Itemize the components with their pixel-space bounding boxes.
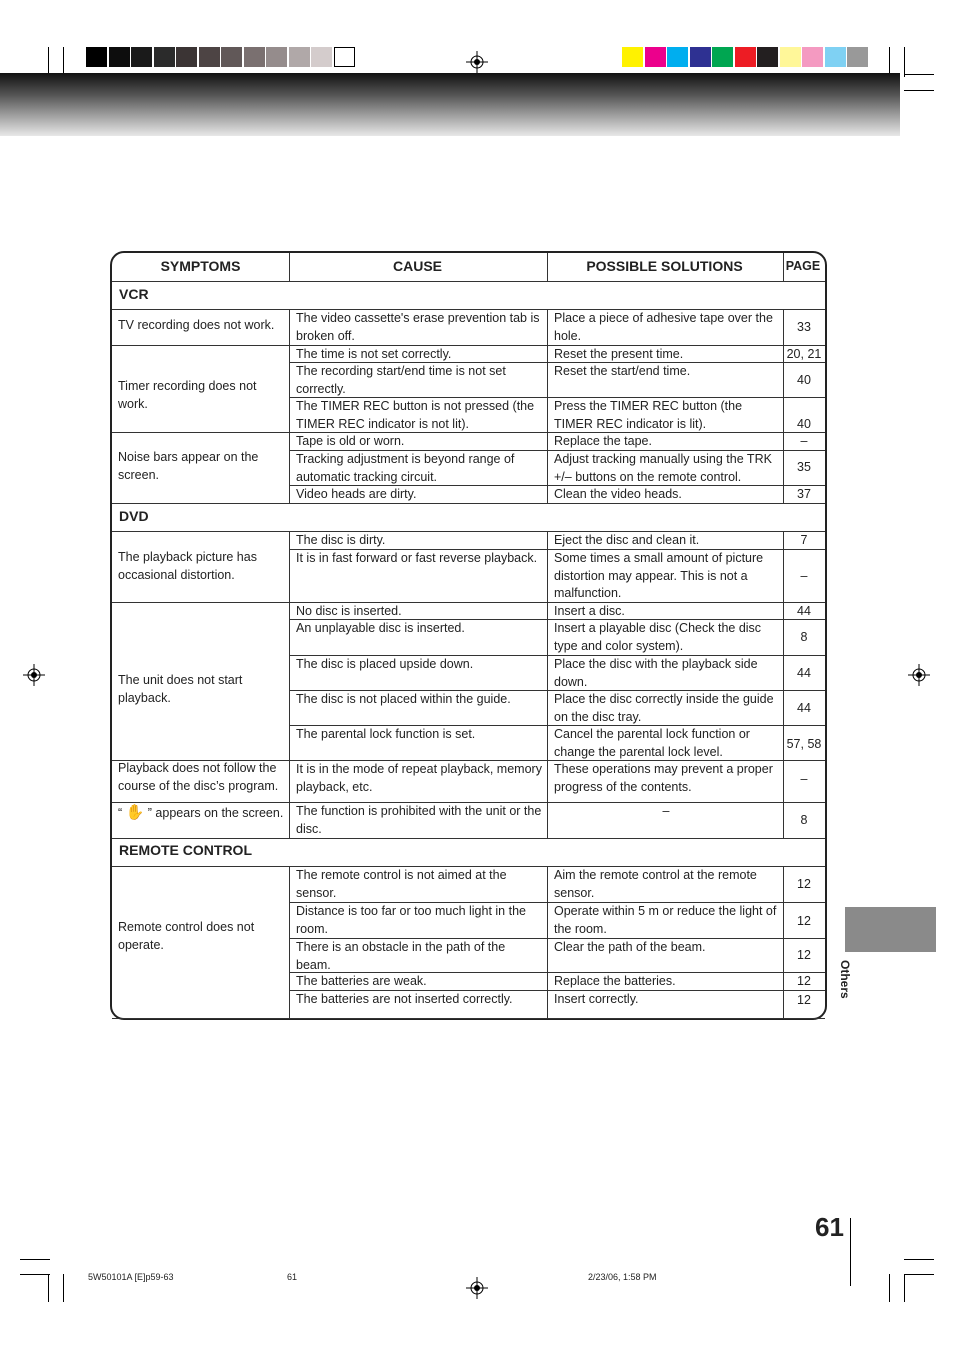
- table-cell-page: 12: [797, 948, 811, 962]
- table-cell-page: 8: [800, 630, 808, 644]
- table-cell-page: 20, 21: [786, 347, 822, 361]
- color-swatch: [757, 47, 778, 67]
- table-cell-solution: Aim the remote control at the remote sensor.: [554, 868, 757, 900]
- color-swatch: [311, 47, 332, 67]
- table-cell-solution: Clear the path of the beam.: [554, 940, 706, 954]
- column-divider: [289, 866, 290, 1018]
- row-divider: [112, 602, 289, 603]
- table-cell-cause: No disc is inserted.: [296, 604, 402, 618]
- color-swatch: [221, 47, 242, 67]
- crop-mark: [904, 1259, 934, 1260]
- table-cell-cause: Video heads are dirty.: [296, 487, 417, 501]
- table-cell-symptom: Timer recording does not work.: [118, 379, 257, 411]
- table-cell-solution: Place the disc with the playback side down.: [554, 657, 758, 689]
- table-cell-page: –: [800, 434, 808, 448]
- header-page: PAGE: [785, 259, 821, 273]
- table-cell-symptom: The unit does not start playback.: [118, 673, 243, 705]
- table-cell-page: 44: [797, 701, 811, 715]
- table-cell-solution: These operations may prevent a proper progress of the contents.: [554, 762, 773, 794]
- header-cause: CAUSE: [392, 258, 442, 274]
- color-swatch: [735, 47, 756, 67]
- table-cell-cause: The disc is dirty.: [296, 533, 386, 547]
- footer-page: 61: [287, 1272, 298, 1282]
- table-cell-cause: Distance is too far or too much light in the room.: [296, 904, 526, 936]
- section-title-remote: REMOTE CONTROL: [119, 842, 252, 858]
- table-cell-cause: It is in fast forward or fast reverse playback.: [296, 551, 538, 565]
- crop-mark: [63, 1274, 64, 1302]
- header-solutions: POSSIBLE SOLUTIONS: [586, 258, 743, 274]
- row-divider: [289, 1018, 825, 1019]
- table-cell-page: 44: [797, 604, 811, 618]
- table-cell-solution: Reset the start/end time.: [554, 364, 691, 378]
- table-cell-solution: Adjust tracking manually using the TRK +/– buttons on the remote control.: [554, 452, 772, 484]
- row-divider: [112, 281, 825, 282]
- gray-swatch-strip: [86, 47, 356, 67]
- table-cell-solution: Insert a playable disc (Check the disc type and color system).: [554, 621, 762, 653]
- registration-mark-icon: [908, 664, 930, 686]
- hand-icon: ✋: [125, 804, 145, 821]
- color-swatch: [244, 47, 265, 67]
- row-divider: [112, 1018, 289, 1019]
- table-cell-page: 8: [800, 813, 808, 827]
- color-swatch: [109, 47, 130, 67]
- registration-mark-icon: [23, 664, 45, 686]
- table-cell-page: 12: [797, 877, 811, 891]
- table-cell-page: 57, 58: [786, 737, 822, 751]
- table-cell-solution: Some times a small amount of picture distortion may appear. This is not a malfunction.: [554, 551, 764, 600]
- column-divider: [547, 866, 548, 1018]
- table-cell-symptom: “ ✋ ” appears on the screen.: [118, 804, 284, 821]
- column-divider: [547, 531, 548, 838]
- crop-mark: [904, 90, 934, 91]
- color-swatch: [712, 47, 733, 67]
- table-cell-solution: Replace the batteries.: [554, 974, 676, 988]
- row-divider: [112, 345, 289, 346]
- table-cell-cause: The video cassette's erase prevention tab is broken off.: [296, 311, 540, 343]
- table-cell-symptom: Noise bars appear on the screen.: [118, 450, 259, 482]
- table-cell-page: 40: [797, 373, 811, 387]
- color-swatch: [154, 47, 175, 67]
- row-divider: [112, 432, 289, 433]
- color-swatch: [199, 47, 220, 67]
- section-title-vcr: VCR: [119, 286, 149, 302]
- color-swatch-strip: [622, 47, 870, 67]
- crop-mark: [889, 1274, 890, 1302]
- table-cell-symptom: Playback does not follow the course of the disc’s program.: [118, 761, 279, 793]
- crop-mark: [904, 1274, 934, 1275]
- table-cell-solution: Insert a disc.: [554, 604, 625, 618]
- color-swatch: [86, 47, 107, 67]
- header-gradient-bar: [0, 73, 900, 136]
- side-tab-label: Others: [838, 960, 852, 999]
- table-cell-solution: Cancel the parental lock function or change the parental lock level.: [554, 727, 750, 759]
- table-cell-page: –: [800, 569, 808, 583]
- table-cell-symptom: The playback picture has occasional distortion.: [118, 550, 257, 582]
- color-swatch: [334, 47, 355, 67]
- table-cell-page: 44: [797, 666, 811, 680]
- table-cell-page: –: [800, 772, 808, 786]
- column-divider: [289, 531, 290, 838]
- crop-mark: [904, 74, 934, 75]
- color-swatch: [690, 47, 711, 67]
- table-cell-cause: There is an obstacle in the path of the beam.: [296, 940, 506, 972]
- table-cell-page: 37: [797, 487, 811, 501]
- row-divider: [112, 503, 289, 504]
- color-swatch: [176, 47, 197, 67]
- table-cell-page: 35: [797, 460, 811, 474]
- column-divider: [289, 309, 290, 503]
- footer-datetime: 2/23/06, 1:58 PM: [588, 1272, 657, 1282]
- header-symptoms: SYMPTOMS: [160, 258, 241, 274]
- table-cell-page: 7: [800, 533, 808, 547]
- table-cell-cause: The function is prohibited with the unit or the disc.: [296, 804, 542, 836]
- color-swatch: [802, 47, 823, 67]
- color-swatch: [667, 47, 688, 67]
- color-swatch: [131, 47, 152, 67]
- table-cell-cause: The TIMER REC button is not pressed (the TIMER REC indicator is not lit).: [296, 399, 535, 431]
- row-divider: [112, 838, 289, 839]
- table-cell-page: 12: [797, 914, 811, 928]
- table-cell-cause: The disc is not placed within the guide.: [296, 692, 511, 706]
- table-cell-solution: –: [662, 804, 670, 818]
- table-cell-cause: An unplayable disc is inserted.: [296, 621, 465, 635]
- crop-mark: [904, 47, 905, 77]
- side-tab: [845, 907, 936, 952]
- table-cell-solution: Operate within 5 m or reduce the light of the room.: [554, 904, 777, 936]
- row-divider: [289, 838, 825, 839]
- table-cell-cause: The batteries are weak.: [296, 974, 427, 988]
- table-cell-solution: Press the TIMER REC button (the TIMER REC indicator is lit).: [554, 399, 743, 431]
- table-cell-page: 40: [797, 417, 811, 431]
- registration-mark-icon: [466, 51, 488, 73]
- color-swatch: [825, 47, 846, 67]
- column-divider: [547, 309, 548, 503]
- registration-mark-icon: [466, 1277, 488, 1299]
- table-cell-cause: Tracking adjustment is beyond range of automatic tracking circuit.: [296, 452, 515, 484]
- crop-mark: [20, 1259, 50, 1260]
- table-cell-cause: The batteries are not inserted correctly.: [296, 992, 513, 1006]
- color-swatch: [266, 47, 287, 67]
- row-divider: [112, 802, 289, 803]
- table-cell-solution: Reset the present time.: [554, 347, 684, 361]
- table-cell-cause: Tape is old or worn.: [296, 434, 405, 448]
- crop-mark: [904, 1274, 905, 1302]
- footer-code: 5W50101A [E]p59-63: [88, 1272, 174, 1282]
- table-cell-solution: Insert correctly.: [554, 992, 639, 1006]
- table-cell-cause: The remote control is not aimed at the sensor.: [296, 868, 507, 900]
- table-cell-page: 12: [797, 974, 811, 988]
- color-swatch: [847, 47, 868, 67]
- table-cell-cause: The recording start/end time is not set correctly.: [296, 364, 506, 396]
- table-cell-cause: The parental lock function is set.: [296, 727, 476, 741]
- table-cell-solution: Place a piece of adhesive tape over the hole.: [554, 311, 773, 343]
- table-cell-symptom: Remote control does not operate.: [118, 920, 255, 952]
- color-swatch: [289, 47, 310, 67]
- table-cell-cause: The disc is placed upside down.: [296, 657, 474, 671]
- crop-mark: [48, 1274, 49, 1302]
- section-title-dvd: DVD: [119, 508, 149, 524]
- table-cell-solution: Place the disc correctly inside the guide on the disc tray.: [554, 692, 774, 724]
- color-swatch: [622, 47, 643, 67]
- table-cell-page: 12: [797, 993, 811, 1007]
- table-cell-cause: It is in the mode of repeat playback, memory playback, etc.: [296, 762, 542, 794]
- table-cell-solution: Clean the video heads.: [554, 487, 682, 501]
- color-swatch: [780, 47, 801, 67]
- table-cell-cause: The time is not set correctly.: [296, 347, 452, 361]
- crop-mark: [20, 1274, 50, 1275]
- page-number-rule: [850, 1218, 851, 1286]
- page-number: 61: [815, 1212, 844, 1242]
- table-cell-page: 33: [797, 320, 811, 334]
- table-cell-solution: Eject the disc and clean it.: [554, 533, 700, 547]
- table-cell-symptom: TV recording does not work.: [118, 318, 275, 332]
- color-swatch: [645, 47, 666, 67]
- table-cell-solution: Replace the tape.: [554, 434, 652, 448]
